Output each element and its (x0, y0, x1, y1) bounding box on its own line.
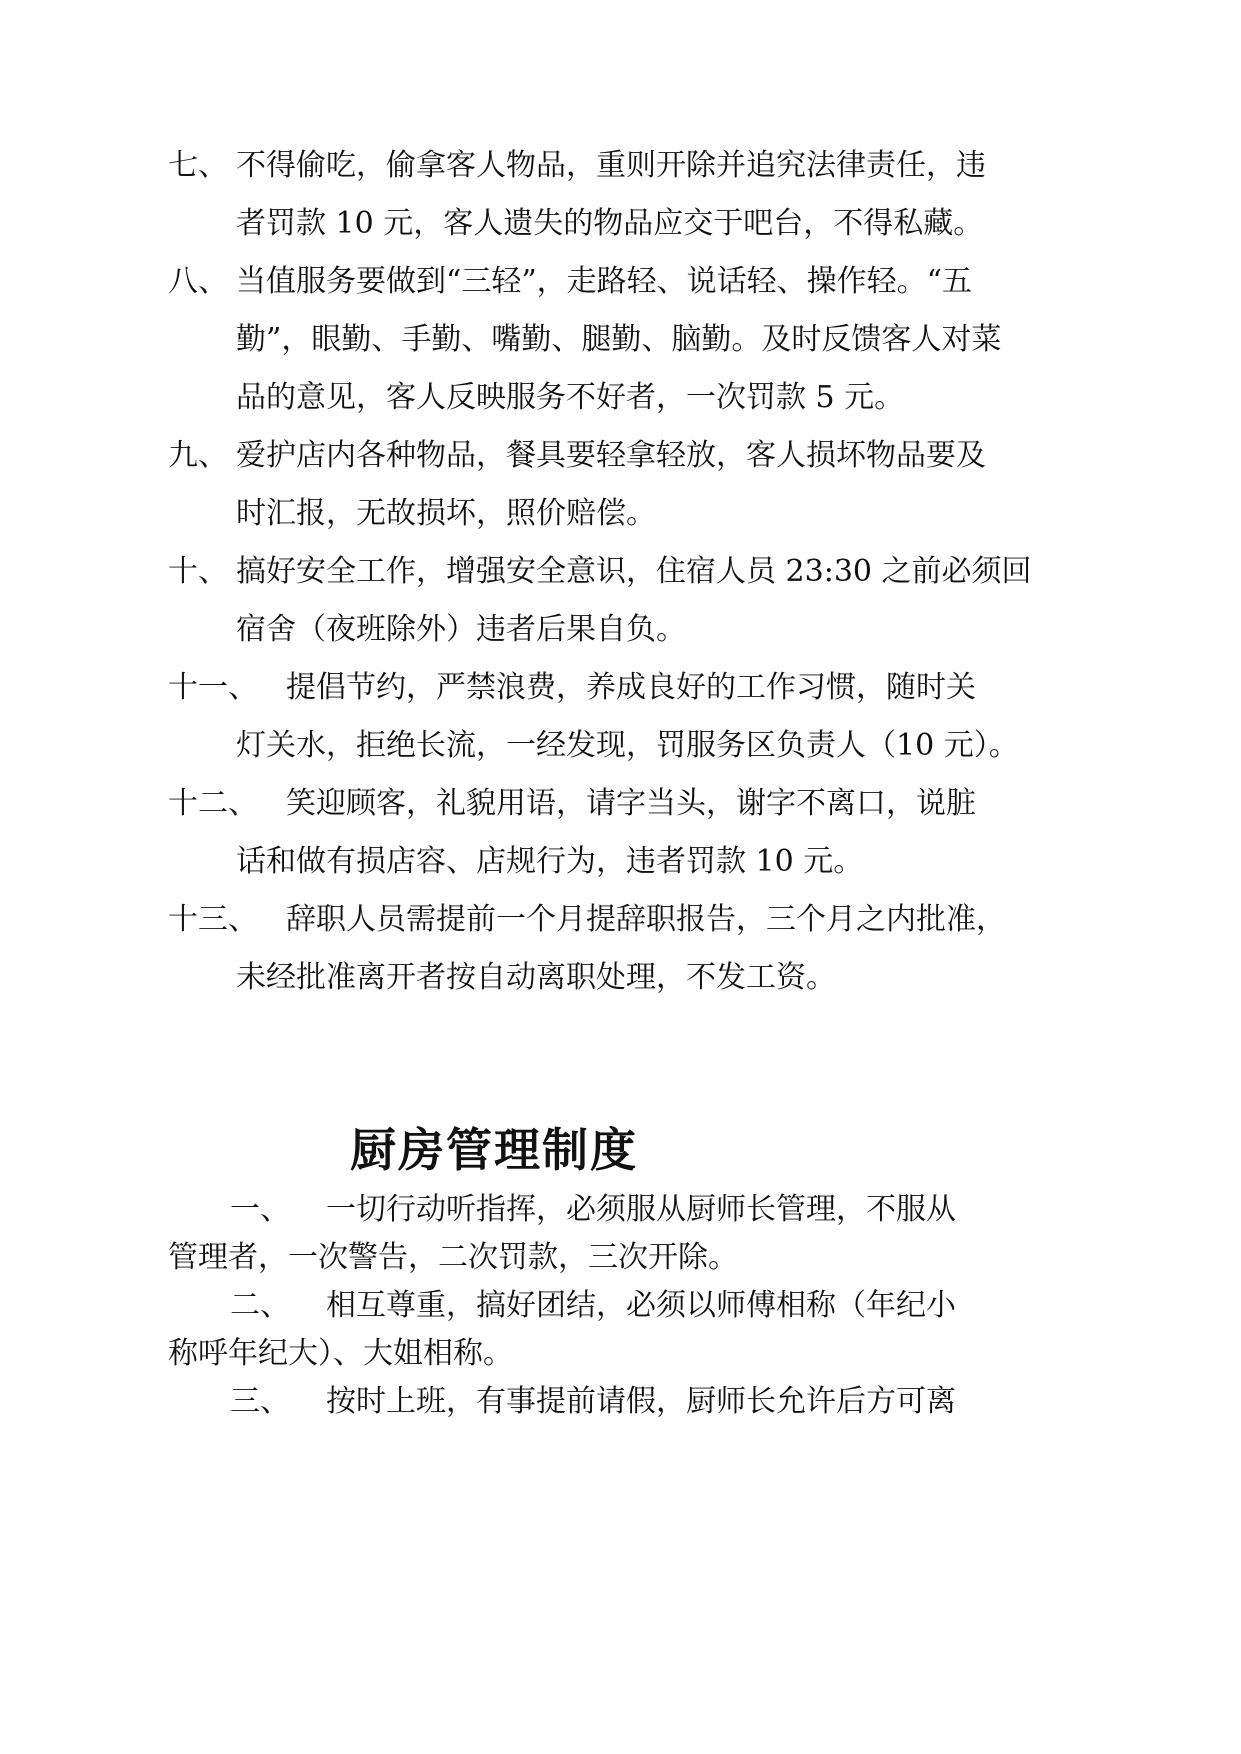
kitchen-rule-2-line-2: 称呼年纪大）、大姐相称。 (168, 1336, 513, 1371)
rule-13-marker: 十三、 (168, 902, 258, 937)
kitchen-rule-2-line-1: 相互尊重，搞好团结，必须以师傅相称（年纪小 (326, 1288, 956, 1323)
rule-12-line-2: 话和做有损店容、店规行为，违者罚款 10 元。 (236, 844, 864, 879)
kitchen-rule-1-line-2: 管理者，一次警告，二次罚款，三次开除。 (168, 1240, 738, 1275)
rule-7-line-1: 不得偷吃，偷拿客人物品，重则开除并追究法律责任，违 (236, 148, 986, 183)
kitchen-rule-3-line-1: 按时上班，有事提前请假，厨师长允许后方可离 (326, 1384, 956, 1419)
rule-10-marker: 十、 (168, 554, 228, 589)
kitchen-rule-3-marker: 三、 (230, 1384, 290, 1419)
rule-11-marker: 十一、 (168, 670, 258, 705)
rule-7-line-2: 者罚款 10 元，客人遗失的物品应交于吧台，不得私藏。 (236, 206, 984, 241)
section-title: 厨房管理制度 (350, 1123, 638, 1177)
rule-13-line-1: 辞职人员需提前一个月提辞职报告，三个月之内批准， (286, 902, 1006, 937)
kitchen-rule-1-line-1: 一切行动听指挥，必须服从厨师长管理，不服从 (326, 1192, 956, 1227)
rule-8-line-1: 当值服务要做到“三轻”，走路轻、说话轻、操作轻。“五 (236, 264, 973, 299)
rule-10-line-1: 搞好安全工作，增强安全意识，住宿人员 23:30 之前必须回 (236, 554, 1032, 589)
rule-12-marker: 十二、 (168, 786, 258, 821)
rule-11-line-1: 提倡节约，严禁浪费，养成良好的工作习惯，随时关 (286, 670, 976, 705)
rule-7-marker: 七、 (168, 148, 228, 183)
rule-11-line-2: 灯关水，拒绝长流，一经发现，罚服务区负责人（10 元）。 (236, 728, 1019, 763)
kitchen-rule-2-marker: 二、 (230, 1288, 290, 1323)
rule-8-line-3: 品的意见，客人反映服务不好者，一次罚款 5 元。 (236, 380, 905, 415)
rule-8-line-2: 勤”，眼勤、手勤、嘴勤、腿勤、脑勤。及时反馈客人对菜 (236, 322, 1002, 357)
rule-13-line-2: 未经批准离开者按自动离职处理，不发工资。 (236, 960, 836, 995)
rule-12-line-1: 笑迎顾客，礼貌用语，请字当头，谢字不离口，说脏 (286, 786, 976, 821)
kitchen-rule-1-marker: 一、 (230, 1192, 290, 1227)
rule-9-line-1: 爱护店内各种物品，餐具要轻拿轻放，客人损坏物品要及 (236, 438, 986, 473)
rule-9-line-2: 时汇报，无故损坏，照价赔偿。 (236, 496, 656, 531)
rule-9-marker: 九、 (168, 438, 228, 473)
rule-8-marker: 八、 (168, 264, 228, 299)
rule-10-line-2: 宿舍（夜班除外）违者后果自负。 (236, 612, 686, 647)
